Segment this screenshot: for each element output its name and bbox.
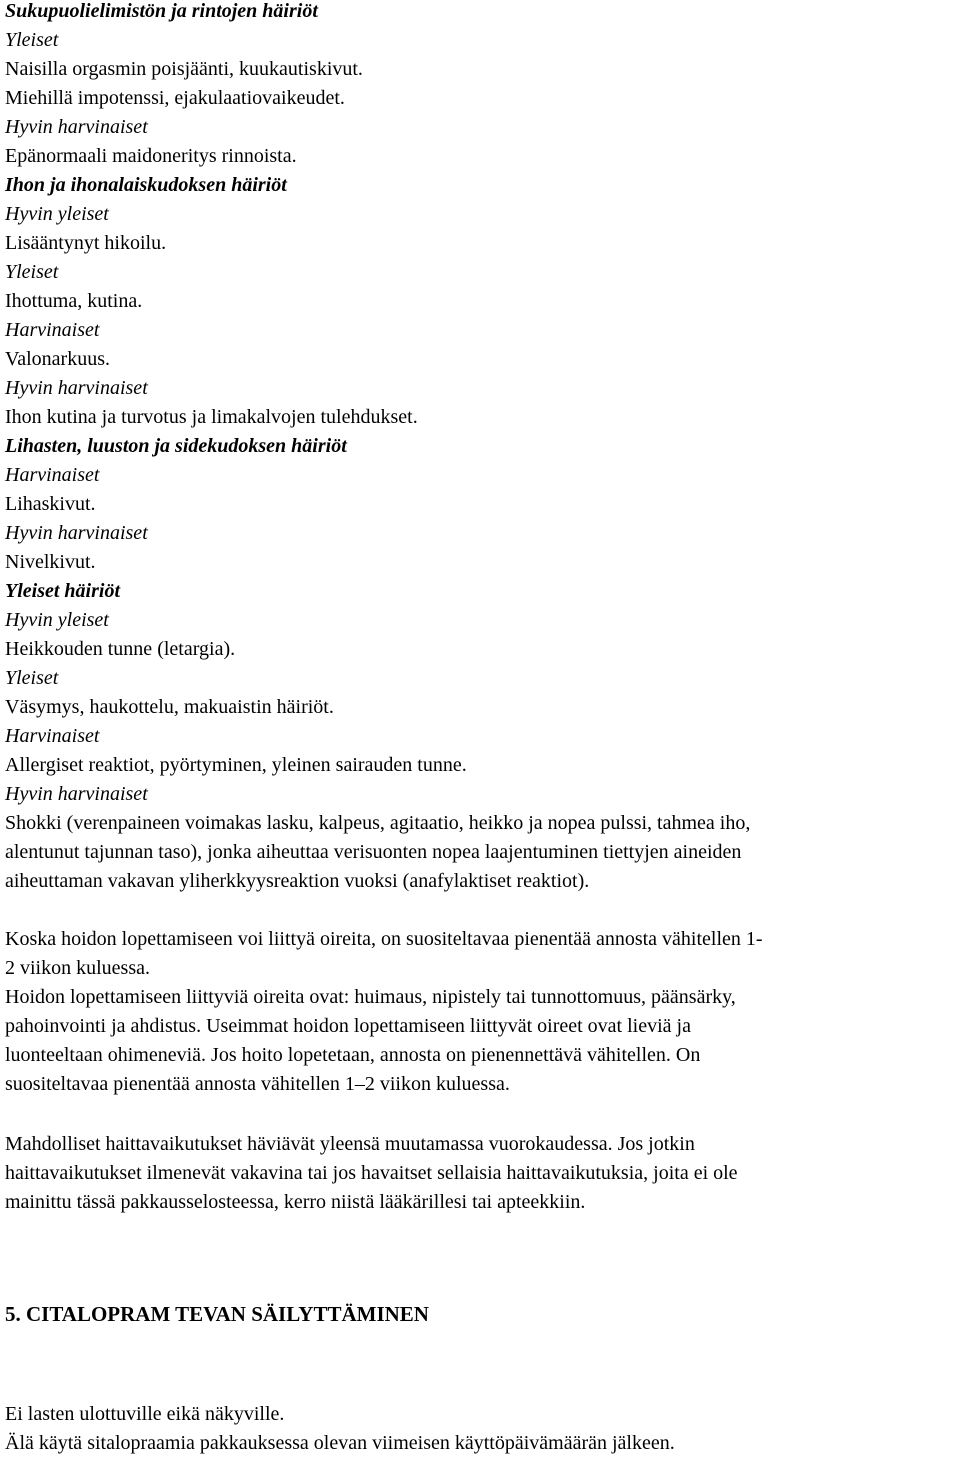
paragraph-text: mainittu tässä pakkausselosteessa, kerro niistä lääkärillesi tai apteekkiin.: [5, 1191, 586, 1213]
paragraph-text: Mahdolliset haittavaikutukset häviävät yleensä muutamassa vuorokaudessa. Jos jotkin: [5, 1133, 695, 1155]
section-heading-general: Yleiset häiriöt: [5, 580, 120, 602]
effect-text: Epänormaali maidoneritys rinnoista.: [5, 145, 297, 167]
paragraph-text: Koska hoidon lopettamiseen voi liittyä oireita, on suositeltavaa pienentää annosta vähitellen 1-: [5, 928, 763, 950]
effect-text: alentunut tajunnan taso), jonka aiheuttaa verisuonten nopea laajentuminen tiettyjen aineiden: [5, 841, 742, 863]
frequency-label: Yleiset: [5, 261, 59, 283]
paragraph-text: Ei lasten ulottuville eikä näkyville.: [5, 1403, 285, 1425]
paragraph-text: Älä käytä sitalopraamia pakkauksessa olevan viimeisen käyttöpäivämäärän jälkeen.: [5, 1432, 675, 1454]
frequency-label: Hyvin yleiset: [5, 609, 109, 631]
effect-text: Lisääntynyt hikoilu.: [5, 232, 167, 254]
paragraph-text: 2 viikon kuluessa.: [5, 957, 150, 979]
effect-text: Naisilla orgasmin poisjäänti, kuukautiskivut.: [5, 58, 363, 80]
effect-text: Ihottuma, kutina.: [5, 290, 143, 312]
frequency-label: Harvinaiset: [5, 464, 100, 486]
effect-text: Valonarkuus.: [5, 348, 110, 370]
paragraph-text: pahoinvointi ja ahdistus. Useimmat hoidon lopettamiseen liittyvät oireet ovat lieviä ja: [5, 1015, 691, 1037]
frequency-label: Hyvin harvinaiset: [5, 783, 148, 805]
effect-text: aiheuttaman vakavan yliherkkyysreaktion vuoksi (anafylaktiset reaktiot).: [5, 870, 590, 892]
effect-text: Shokki (verenpaineen voimakas lasku, kalpeus, agitaatio, heikko ja nopea pulssi, tahmea iho,: [5, 812, 751, 834]
effect-text: Lihaskivut.: [5, 493, 96, 515]
frequency-label: Hyvin harvinaiset: [5, 116, 148, 138]
paragraph-text: luonteeltaan ohimeneviä. Jos hoito lopetetaan, annosta on pienennettävä vähitellen. On: [5, 1044, 701, 1066]
effect-text: Miehillä impotenssi, ejakulaatiovaikeudet.: [5, 87, 345, 109]
paragraph-text: Hoidon lopettamiseen liittyviä oireita ovat: huimaus, nipistely tai tunnottomuus, päänsärky,: [5, 986, 736, 1008]
paragraph-text: haittavaikutukset ilmenevät vakavina tai jos havaitset sellaisia haittavaikutuksia, joita ei ole: [5, 1162, 738, 1184]
section-heading-sexual: Sukupuolielimistön ja rintojen häiriöt: [5, 0, 318, 22]
frequency-label: Harvinaiset: [5, 319, 100, 341]
section-heading-storage: 5. CITALOPRAM TEVAN SÄILYTTÄMINEN: [5, 1302, 429, 1326]
frequency-label: Hyvin harvinaiset: [5, 377, 148, 399]
frequency-label: Yleiset: [5, 667, 59, 689]
effect-text: Nivelkivut.: [5, 551, 96, 573]
section-heading-skin: Ihon ja ihonalaiskudoksen häiriöt: [5, 174, 287, 196]
frequency-label: Hyvin harvinaiset: [5, 522, 148, 544]
effect-text: Allergiset reaktiot, pyörtyminen, yleinen sairauden tunne.: [5, 754, 467, 776]
effect-text: Ihon kutina ja turvotus ja limakalvojen tulehdukset.: [5, 406, 418, 428]
section-heading-muscle: Lihasten, luuston ja sidekudoksen häiriöt: [5, 435, 347, 457]
frequency-label: Hyvin yleiset: [5, 203, 109, 225]
frequency-label: Yleiset: [5, 29, 59, 51]
effect-text: Väsymys, haukottelu, makuaistin häiriöt.: [5, 696, 334, 718]
frequency-label: Harvinaiset: [5, 725, 100, 747]
paragraph-text: suositeltavaa pienentää annosta vähitellen 1–2 viikon kuluessa.: [5, 1073, 510, 1095]
effect-text: Heikkouden tunne (letargia).: [5, 638, 236, 660]
